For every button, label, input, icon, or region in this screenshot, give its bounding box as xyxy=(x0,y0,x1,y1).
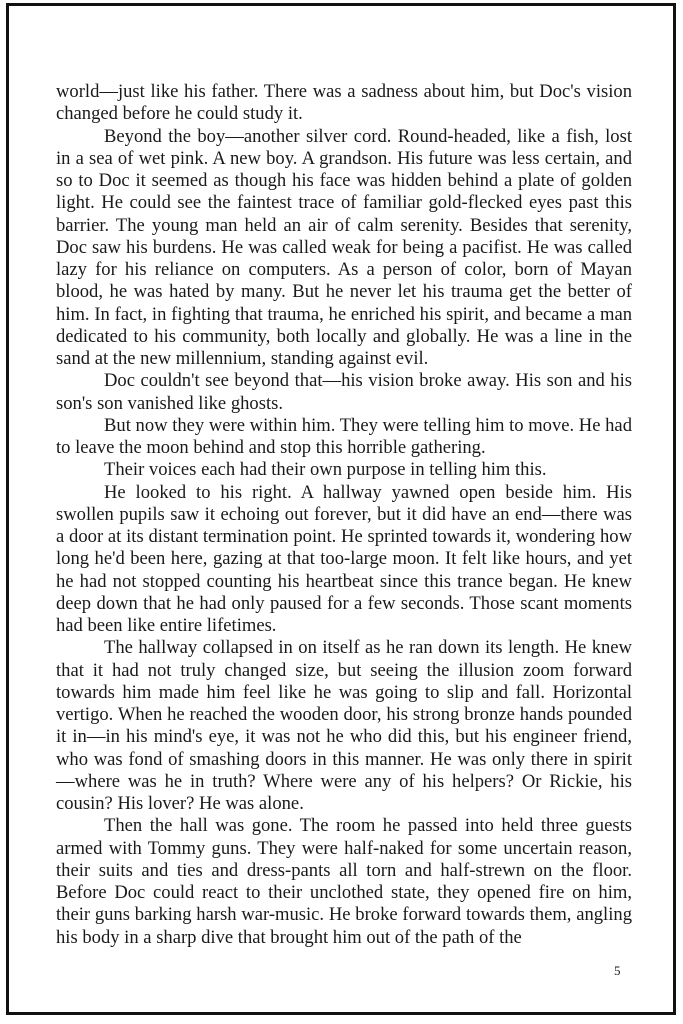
paragraph: Doc couldn't see beyond that—his vision broke away. His son and his son's son vanished like ghosts. xyxy=(56,370,632,414)
page-number: 5 xyxy=(614,963,621,978)
paragraph: But now they were within him. They were telling him to move. He had to leave the moon behind and stop this horrible gathering. xyxy=(56,414,632,458)
paragraph: Then the hall was gone. The room he passed into held three guests armed with Tommy guns. They were half-naked for some uncertain reason, their suits and ties and dress-pants all torn and half-strewn on the floor. Before Doc could react to their unclothed state, they opened fire on him, their guns barking harsh war-music. He broke forward towards them, angling his body in a sharp dive that brought him out of the path of the xyxy=(56,815,632,948)
paragraph: The hallway collapsed in on itself as he ran down its length. He knew that it had not truly changed size, but seeing the illusion zoom forward towards him made him feel like he was going to slip and fall. Horizontal vertigo. When he reached the wooden door, his strong bronze hands pounded it in—in his mind's eye, it was not he who did this, but his engineer friend, who was fond of smashing doors in this manner. He was only there in spirit—where was he in truth? Where were any of his helpers? Or Rickie, his cousin? His lover? He was alone. xyxy=(56,637,632,814)
body-text xyxy=(56,81,632,949)
paragraph: Their voices each had their own purpose in telling him this. xyxy=(104,459,547,481)
paragraph: Beyond the boy—another silver cord. Round-headed, like a fish, lost in a sea of wet pink. A new boy. A grandson. His future was less certain, and so to Doc it seemed as though his face was hidden behind a plate of golden light. He could see the faintest trace of familiar gold-flecked eyes past this barrier. The young man held an air of calm serenity. Besides that serenity, Doc saw his burdens. He was called weak for being a pacifist. He was called lazy for his reliance on computers. As a person of color, born of Mayan blood, he was hated by many. But he never let his trauma get the better of him. In fact, in fighting that trauma, he enriched his spirit, and became a man dedicated to his community, both locally and globally. He was a line in the sand at the new millennium, standing against evil. xyxy=(56,125,632,369)
paragraph: world—just like his father. There was a sadness about him, but Doc's vision changed before he could study it. xyxy=(56,81,632,125)
paragraph: He looked to his right. A hallway yawned open beside him. His swollen pupils saw it echoing out forever, but it did have an end—there was a door at its distant termination point. He sprinted towards it, wondering how long he'd been here, gazing at that too-large moon. It felt like hours, and yet he had not stopped counting his heartbeat since this trance began. He knew deep down that he had only paused for a few seconds. Those scant moments had been like entire lifetimes. xyxy=(56,481,632,636)
